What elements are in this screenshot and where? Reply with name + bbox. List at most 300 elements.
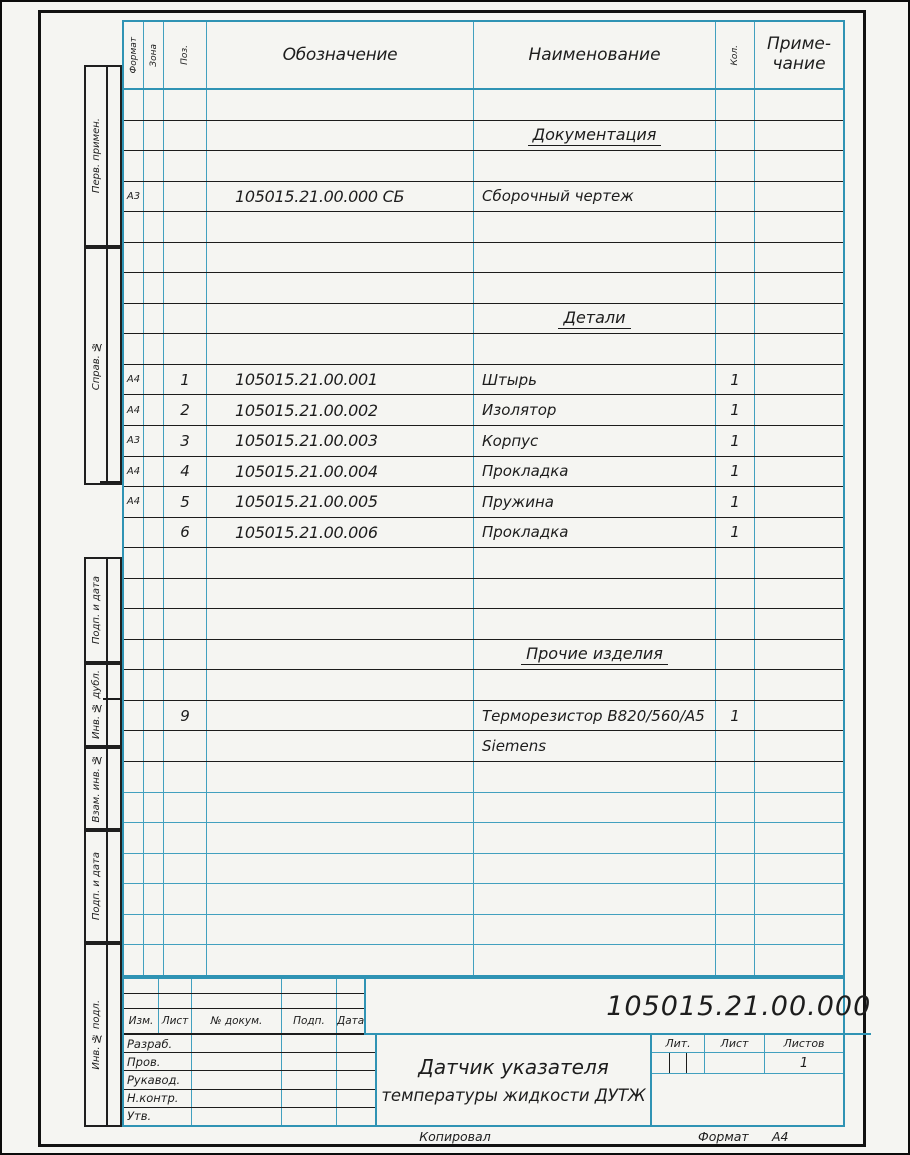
cell-zone [144,823,164,853]
cell-note [755,487,843,517]
spec-row-28 [124,945,843,975]
cell-designation [207,731,474,761]
side-box-podp-data-1 [84,557,122,663]
cell-format [124,915,144,945]
list-label: Лист [705,1035,765,1052]
cell-designation [207,273,474,303]
cell-designation: 105015.21.00.005 [207,487,474,517]
signature-empty-cell [192,1108,282,1125]
cell-designation [207,212,474,242]
signature-empty-cell [192,1071,282,1088]
cell-pos [164,273,207,303]
cell-qty: 1 [716,518,755,548]
lit-section [652,1035,843,1125]
fold-mark [100,481,122,483]
cell-designation [207,701,474,731]
cell-note [755,823,843,853]
cell-name [474,243,716,273]
cell-designation [207,121,474,151]
signature-role-label: Н.контр. [124,1090,192,1107]
spec-row-16 [124,579,843,610]
side-label [86,945,108,1125]
cell-zone [144,395,164,425]
spec-row-17 [124,609,843,640]
cell-pos [164,182,207,212]
cell-format [124,579,144,609]
cell-zone [144,243,164,273]
side-label-text: Подп. и дата [90,852,102,921]
side-spacer [108,249,120,483]
signature-empty-cell [282,1053,337,1070]
cell-pos [164,243,207,273]
cell-name [474,793,716,823]
cell-designation [207,915,474,945]
cell-designation [207,823,474,853]
lit-sub-cell [670,1053,688,1073]
cell-qty [716,640,755,670]
cell-pos [164,579,207,609]
cell-zone [144,945,164,975]
cell-format [124,793,144,823]
spec-row-3 [124,182,843,213]
spec-row-22 [124,762,843,793]
spec-row-5 [124,243,843,274]
cell-note [755,884,843,914]
spec-row-6 [124,273,843,304]
cell-qty [716,945,755,975]
cell-note [755,426,843,456]
cell-designation [207,609,474,639]
side-spacer [108,945,120,1125]
cell-format [124,640,144,670]
cell-format: А3 [124,426,144,456]
cell-zone [144,90,164,120]
cell-name: Штырь [474,365,716,395]
cell-note [755,334,843,364]
cell-format [124,762,144,792]
side-label [86,832,108,941]
lit-sub-cell [687,1053,704,1073]
spec-row-10 [124,395,843,426]
list-value-cell [705,1053,765,1073]
cell-pos [164,640,207,670]
cell-qty [716,90,755,120]
cell-pos [164,762,207,792]
cell-qty [716,884,755,914]
spec-table-header [124,22,843,90]
lit-values-row [652,1053,843,1074]
spec-row-19 [124,670,843,701]
cell-format: А4 [124,365,144,395]
empty-cell [159,994,192,1008]
cell-note [755,457,843,487]
cell-zone [144,182,164,212]
cell-designation [207,670,474,700]
cell-qty [716,609,755,639]
cell-name [474,945,716,975]
empty-cell [124,994,159,1008]
spec-row-15 [124,548,843,579]
header-qty [716,22,755,88]
side-label [86,749,108,828]
cell-qty [716,334,755,364]
cell-pos [164,793,207,823]
cell-name [474,548,716,578]
cell-zone [144,579,164,609]
cell-note [755,945,843,975]
cell-qty [716,121,755,151]
document-number: 105015.21.00.000 [366,979,871,1035]
cell-zone [144,670,164,700]
cell-name [474,579,716,609]
spec-row-8 [124,334,843,365]
cell-designation [207,243,474,273]
header-pos [164,22,207,88]
cell-format [124,151,144,181]
side-label-text: Инв. № дубл. [90,670,102,740]
cell-designation [207,945,474,975]
cell-designation [207,762,474,792]
signature-empty-cell [282,1035,337,1052]
signature-empty-cell [192,1090,282,1107]
lit-sub-cell [652,1053,670,1073]
cell-note [755,640,843,670]
cell-zone [144,457,164,487]
signature-empty-cell [192,1053,282,1070]
cell-qty [716,915,755,945]
cell-zone [144,518,164,548]
cell-format [124,548,144,578]
empty-cell [337,979,364,993]
cell-format [124,823,144,853]
lit-value-cells [652,1053,705,1073]
cell-format [124,243,144,273]
cell-note [755,90,843,120]
side-box-podp-data-2 [84,830,122,943]
cell-note [755,518,843,548]
cell-pos: 9 [164,701,207,731]
header-note-line2: чание [772,54,826,74]
cell-name: Терморезистор B820/560/A5 [474,701,716,731]
cell-note [755,609,843,639]
cell-designation: 105015.21.00.006 [207,518,474,548]
cell-format [124,212,144,242]
format-value: А4 [772,1129,789,1144]
side-spacer [108,749,120,828]
side-label-text: Перв. примен. [90,118,102,194]
cell-designation [207,884,474,914]
header-zone [144,22,164,88]
listov-label: Листов [783,1037,825,1050]
cell-pos [164,151,207,181]
header-name: Наименование [474,22,716,88]
cell-note [755,304,843,334]
signature-row-4 [124,1108,375,1125]
cell-note [755,273,843,303]
side-label-text: Взам. инв. № [90,754,102,823]
spec-row-20 [124,701,843,732]
section-title: Документация [528,125,662,146]
cell-qty [716,762,755,792]
spec-row-18 [124,640,843,671]
change-table [124,979,366,1035]
cell-name [474,823,716,853]
header-designation: Обозначение [207,22,474,88]
cell-note [755,395,843,425]
empty-cell [192,994,282,1008]
cell-name [474,304,716,334]
cell-zone [144,334,164,364]
product-name-line1: Датчик указателя [418,1055,609,1079]
spec-row-1 [124,121,843,152]
empty-cell [124,979,159,993]
cell-pos: 4 [164,457,207,487]
cell-name: Siemens [474,731,716,761]
spec-row-27 [124,915,843,946]
cell-designation [207,793,474,823]
cell-zone [144,273,164,303]
signature-row-3 [124,1090,375,1108]
cell-zone [144,793,164,823]
change-header-izm: Изм. [124,1009,159,1033]
side-spacer [108,67,120,245]
empty-cell [192,979,282,993]
side-label [86,665,108,745]
signature-empty-cell [282,1090,337,1107]
cell-zone [144,487,164,517]
cell-zone [144,640,164,670]
cell-qty [716,579,755,609]
side-spacer [108,559,120,661]
signature-empty-cell [192,1035,282,1052]
cell-note [755,243,843,273]
change-header-list: Лист [159,1009,192,1033]
cell-designation: 105015.21.00.003 [207,426,474,456]
header-format-text: Формат [128,36,139,74]
listov-value: 1 [799,1055,809,1071]
change-reserve-row [124,994,364,1009]
cell-designation [207,304,474,334]
cell-zone [144,762,164,792]
signature-empty-cell [337,1035,375,1052]
cell-name [474,884,716,914]
cell-note [755,121,843,151]
cell-zone [144,304,164,334]
cell-note [755,854,843,884]
product-name [377,1035,652,1125]
change-header-doc: № докум. [192,1009,282,1033]
cell-zone [144,731,164,761]
spec-row-4 [124,212,843,243]
cell-zone [144,212,164,242]
signature-role-label: Утв. [124,1108,192,1125]
signature-empty-cell [337,1071,375,1088]
cell-format: А3 [124,182,144,212]
spec-row-25 [124,854,843,885]
cell-name [474,90,716,120]
cell-note [755,579,843,609]
spec-row-23 [124,793,843,824]
spec-row-2 [124,151,843,182]
header-qty-text: Кол. [730,44,740,66]
cell-note [755,701,843,731]
cell-pos [164,212,207,242]
cell-designation: 105015.21.00.000 СБ [207,182,474,212]
kopiroval-label: Копировал [419,1129,491,1144]
cell-format [124,854,144,884]
cell-name: Сборочный чертеж [474,182,716,212]
cell-note [755,212,843,242]
cell-zone [144,548,164,578]
cell-pos [164,823,207,853]
cell-pos [164,334,207,364]
side-box-inv-podl [84,943,122,1127]
cell-pos [164,884,207,914]
cell-format [124,334,144,364]
cell-designation [207,640,474,670]
cell-note [755,670,843,700]
spec-row-13 [124,487,843,518]
cell-format [124,304,144,334]
title-block [122,977,872,1127]
header-zone-text: Зона [148,43,159,67]
cell-format [124,518,144,548]
cell-pos [164,304,207,334]
cell-format [124,731,144,761]
cell-format [124,273,144,303]
signature-empty-cell [282,1108,337,1125]
cell-name [474,212,716,242]
cell-format [124,121,144,151]
side-label-text: Инв. № подл. [90,1000,102,1070]
section-title: Прочие изделия [521,644,668,665]
header-pos-text: Поз. [180,45,190,65]
side-box-perv-primen [84,65,122,247]
signature-row-0 [124,1035,375,1053]
signature-empty-cell [282,1071,337,1088]
cell-pos: 5 [164,487,207,517]
side-label [86,559,108,661]
spec-row-24 [124,823,843,854]
cell-format [124,884,144,914]
spec-row-11 [124,426,843,457]
cell-zone [144,915,164,945]
cell-designation [207,90,474,120]
cell-pos [164,121,207,151]
cell-name: Пружина [474,487,716,517]
cell-designation [207,854,474,884]
cell-name [474,609,716,639]
fold-mark [103,698,122,700]
cell-zone [144,151,164,181]
cell-name [474,640,716,670]
cell-name [474,121,716,151]
cell-format [124,701,144,731]
cell-qty [716,793,755,823]
cell-note [755,915,843,945]
organization-cell [652,1074,843,1125]
cell-pos [164,609,207,639]
cell-qty: 1 [716,426,755,456]
cell-zone [144,854,164,884]
cell-qty [716,182,755,212]
cell-note [755,182,843,212]
signature-empty-cell [337,1053,375,1070]
side-spacer [108,665,120,745]
cell-name: Изолятор [474,395,716,425]
cell-qty [716,823,755,853]
cell-qty: 1 [716,457,755,487]
cell-qty [716,212,755,242]
section-title: Детали [558,308,630,329]
empty-cell [337,994,364,1008]
spec-table-body [124,90,843,975]
cell-designation: 105015.21.00.001 [207,365,474,395]
side-label [86,67,108,245]
cell-zone [144,365,164,395]
cell-note [755,365,843,395]
cell-format [124,90,144,120]
cell-name [474,854,716,884]
cell-pos: 3 [164,426,207,456]
cell-pos: 6 [164,518,207,548]
cell-zone [144,121,164,151]
spec-row-26 [124,884,843,915]
change-header-row [124,1009,364,1035]
cell-format [124,609,144,639]
side-box-inv-dubl [84,663,122,747]
format-label: Формат [698,1129,749,1144]
cell-note [755,793,843,823]
cell-pos [164,945,207,975]
cell-zone [144,884,164,914]
product-name-line2: температуры жидкости ДУТЖ [381,1086,646,1105]
change-header-podp: Подп. [282,1009,337,1033]
signature-table [124,1035,377,1125]
cell-qty: 1 [716,487,755,517]
cell-pos: 1 [164,365,207,395]
change-reserve-row [124,979,364,994]
cell-designation [207,579,474,609]
side-box-sprav-no [84,247,122,485]
cell-qty: 1 [716,701,755,731]
cell-pos [164,670,207,700]
cell-name [474,670,716,700]
cell-format: А4 [124,395,144,425]
cell-designation [207,334,474,364]
cell-name [474,151,716,181]
side-label-text: Справ. № [90,341,102,391]
spec-row-14 [124,518,843,549]
cell-pos [164,90,207,120]
side-spacer [108,832,120,941]
signature-row-1 [124,1053,375,1071]
change-header-data: Дата [337,1015,365,1027]
title-block-bottom [124,1035,843,1125]
title-block-top [124,979,872,1035]
lit-label: Лит. [652,1035,705,1052]
spec-row-0 [124,90,843,121]
cell-name [474,334,716,364]
cell-qty [716,151,755,181]
cell-qty [716,854,755,884]
cell-qty [716,731,755,761]
cell-zone [144,426,164,456]
cell-qty: 1 [716,365,755,395]
spec-row-7 [124,304,843,335]
cell-name [474,273,716,303]
spec-row-12 [124,457,843,488]
